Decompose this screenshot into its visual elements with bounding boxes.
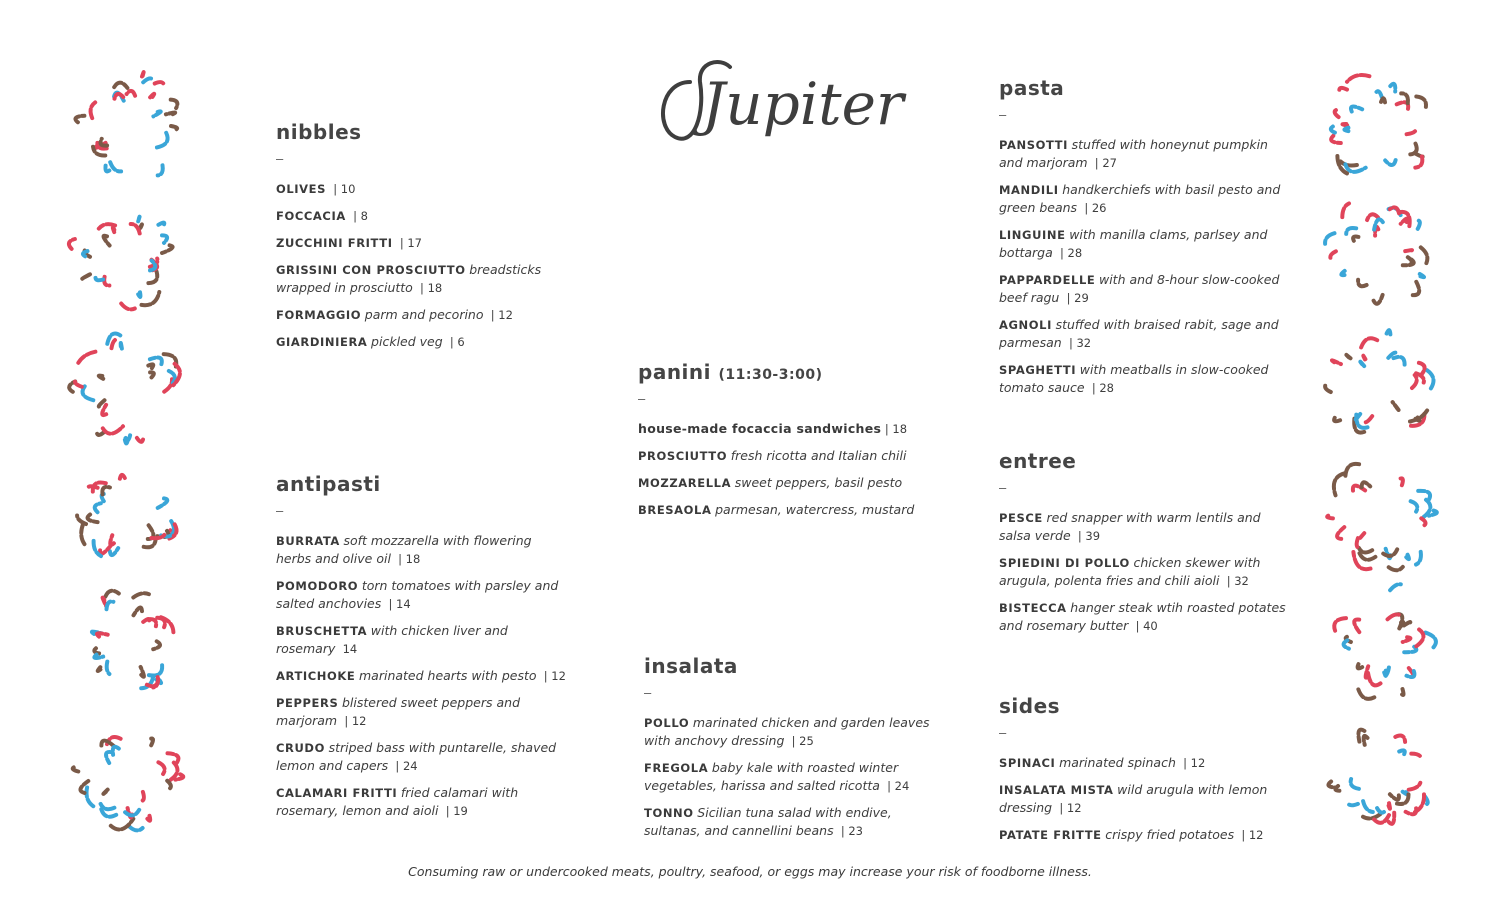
item-description: red snapper with warm lentils and salsa verde (999, 510, 1261, 543)
item-description: breadsticks wrapped in prosciutto (276, 262, 542, 295)
item-price: | 10 (333, 182, 356, 196)
entree-list (999, 509, 1294, 635)
list-item (276, 739, 566, 775)
item-price: | 39 (1077, 529, 1101, 543)
item-description: marinated spinach (1059, 755, 1176, 770)
list-item (638, 501, 948, 519)
panini-list (638, 447, 948, 519)
item-name: CRUDO (276, 741, 325, 755)
item-description: blistered sweet peppers and marjoram (276, 695, 521, 728)
item-name: PATATE FRITTE (999, 828, 1102, 842)
item-description: crispy fried potatoes (1105, 827, 1235, 842)
aries-icon (64, 66, 189, 191)
item-description: with meatballs in slow-cooked tomato sauce (999, 362, 1269, 395)
item-name: BRUSCHETTA (276, 624, 368, 638)
list-item (999, 226, 1294, 262)
nibbles-title: nibbles (276, 120, 362, 144)
item-description: fresh ricotta and Italian chili (730, 448, 907, 463)
pasta-title: pasta (999, 76, 1065, 100)
item-price: | 14 (388, 597, 411, 611)
item-name: POMODORO (276, 579, 359, 593)
item-name: SPINACI (999, 756, 1056, 770)
list-item (638, 447, 948, 465)
item-name: POLLO (644, 716, 690, 730)
item-name: MANDILI (999, 183, 1059, 197)
item-price: 14 (342, 642, 358, 656)
jupiter-logo (650, 42, 904, 162)
item-price: | 23 (840, 824, 863, 838)
list-item (276, 784, 566, 820)
entree-dash: – (999, 480, 1007, 495)
cancer-icon (64, 453, 189, 578)
item-name: SPIEDINI DI POLLO (999, 556, 1130, 570)
item-description: Sicilian tuna salad with endive, sultanas, and cannellini beans (644, 805, 892, 838)
item-description: with chicken liver and rosemary (276, 623, 508, 656)
item-description: striped bass with puntarelle, shaved lemon and capers (276, 740, 557, 773)
item-price: | 12 (543, 669, 566, 683)
list-item (276, 207, 566, 225)
item-description: marinated hearts with pesto (359, 668, 537, 683)
logo-text: Jupiter (702, 70, 904, 138)
item-price: | 8 (353, 209, 368, 223)
list-item (276, 333, 566, 351)
item-price: | 26 (1084, 201, 1107, 215)
item-name: CALAMARI FRITTI (276, 786, 398, 800)
libra-icon (1318, 66, 1443, 191)
item-description: stuffed with braised rabit, sage and parmesan (999, 317, 1279, 350)
item-name: INSALATA MISTA (999, 783, 1114, 797)
item-name: BURRATA (276, 534, 340, 548)
item-price: | 29 (1066, 291, 1089, 305)
sides-dash: – (999, 725, 1007, 740)
item-description: parmesan, watercress, mustard (715, 502, 915, 517)
item-price: | 27 (1094, 156, 1117, 170)
aquarius-icon (1318, 582, 1443, 707)
item-name: FORMAGGIO (276, 308, 362, 322)
list-item (644, 714, 934, 750)
list-item (999, 754, 1294, 772)
sides-title: sides (999, 694, 1061, 718)
list-item (999, 509, 1294, 545)
pasta-list (999, 136, 1294, 397)
list-item: house-made focaccia sandwiches | 18 (638, 421, 908, 436)
sides-list (999, 754, 1294, 844)
item-description: pickled veg (371, 334, 443, 349)
item-price: | 28 (1060, 246, 1083, 260)
item-description: handkerchiefs with basil pesto and green beans (999, 182, 1281, 215)
list-item (999, 826, 1294, 844)
list-item (638, 474, 948, 492)
list-item (276, 180, 566, 198)
item-price: | 17 (399, 236, 422, 250)
list-item (276, 532, 566, 568)
list-item (276, 234, 566, 252)
antipasti-list (276, 532, 566, 820)
item-name: BISTECCA (999, 601, 1067, 615)
list-item (276, 667, 566, 685)
item-name: GRISSINI CON PROSCIUTTO (276, 263, 466, 277)
nibbles-dash: – (276, 151, 284, 166)
item-price: | 12 (1059, 801, 1082, 815)
item-price: | 19 (445, 804, 468, 818)
insalata-list (644, 714, 934, 840)
item-description: marinated chicken and garden leaves with anchovy dressing (644, 715, 930, 748)
item-price: | 12 (344, 714, 367, 728)
item-description: hanger steak wtih roasted potates and rosemary butter (999, 600, 1286, 633)
nibbles-list (276, 180, 566, 351)
item-name: FOCCACIA (276, 209, 346, 223)
item-price: | 32 (1226, 574, 1249, 588)
taurus-icon (64, 195, 189, 320)
list-item (999, 599, 1294, 635)
item-name: MOZZARELLA (638, 476, 732, 490)
insalata-title: insalata (644, 654, 738, 678)
panini-hours: (11:30-3:00) (718, 367, 823, 383)
item-description: fried calamari with rosemary, lemon and aioli (276, 785, 519, 818)
item-price: | 18 (398, 552, 421, 566)
item-name: PEPPERS (276, 696, 339, 710)
leo-icon (64, 582, 189, 707)
list-item (999, 181, 1294, 217)
item-name: GIARDINIERA (276, 335, 368, 349)
item-description: stuffed with honeynut pumpkin and marjoram (999, 137, 1268, 170)
list-item (999, 361, 1294, 397)
item-description: with manilla clams, parlsey and bottarga (999, 227, 1268, 260)
item-name: SPAGHETTI (999, 363, 1077, 377)
item-price: | 28 (1091, 381, 1114, 395)
entree-title: entree (999, 449, 1077, 473)
list-item (999, 136, 1294, 172)
insalata-dash: – (644, 685, 652, 700)
list-item (999, 554, 1294, 590)
sagittarius-icon (1318, 324, 1443, 449)
item-description: baby kale with roasted winter vegetables, harissa and salted ricotta (644, 760, 899, 793)
item-name: PROSCIUTTO (638, 449, 728, 463)
pisces-icon (1318, 711, 1443, 836)
item-price: | 18 (420, 281, 443, 295)
item-name: ZUCCHINI FRITTI (276, 236, 393, 250)
item-price: | 40 (1135, 619, 1158, 633)
item-name: ARTICHOKE (276, 669, 356, 683)
item-name: BRESAOLA (638, 503, 712, 517)
item-name: PESCE (999, 511, 1043, 525)
item-name: AGNOLI (999, 318, 1052, 332)
item-description: with and 8-hour slow-cooked beef ragu (999, 272, 1280, 305)
list-item (276, 622, 566, 658)
scorpio-icon (1318, 195, 1443, 320)
pasta-dash: – (999, 107, 1007, 122)
food-safety-disclaimer: Consuming raw or undercooked meats, poultry, seafood, or eggs may increase your risk of foodborne illness. (408, 864, 1092, 879)
item-name: OLIVES (276, 182, 327, 196)
capricorn-icon (1318, 453, 1443, 578)
item-name: TONNO (644, 806, 694, 820)
item-name: PANSOTTI (999, 138, 1068, 152)
item-price: | 6 (449, 335, 465, 349)
item-description: torn tomatoes with parsley and salted anchovies (276, 578, 559, 611)
list-item (276, 694, 566, 730)
item-price: | 12 (1183, 756, 1206, 770)
virgo-icon (64, 711, 189, 836)
item-price: | 12 (490, 308, 513, 322)
item-price: | 25 (791, 734, 814, 748)
list-item (999, 781, 1294, 817)
item-name: LINGUINE (999, 228, 1066, 242)
item-name: PAPPARDELLE (999, 273, 1096, 287)
item-price: | 32 (1068, 336, 1092, 350)
list-item (276, 577, 566, 613)
list-item (276, 306, 566, 324)
item-description: sweet peppers, basil pesto (734, 475, 903, 490)
item-name: FREGOLA (644, 761, 709, 775)
list-item (644, 759, 934, 795)
list-item (644, 804, 934, 840)
item-price: | 12 (1241, 828, 1264, 842)
panini-dash: – (638, 391, 646, 406)
item-description: parm and pecorino (364, 307, 484, 322)
gemini-icon (64, 324, 189, 449)
list-item (999, 316, 1294, 352)
item-price: | 24 (887, 779, 910, 793)
antipasti-title: antipasti (276, 472, 381, 496)
item-price: | 24 (395, 759, 418, 773)
item-description: chicken skewer with arugula, polenta fries and chili aioli (999, 555, 1261, 588)
item-description: wild arugula with lemon dressing (999, 782, 1268, 815)
antipasti-dash: – (276, 503, 284, 518)
list-item (999, 271, 1294, 307)
item-description: soft mozzarella with flowering herbs and olive oil (276, 533, 532, 566)
panini-title: panini (11:30-3:00) (638, 360, 823, 384)
list-item (276, 261, 566, 297)
